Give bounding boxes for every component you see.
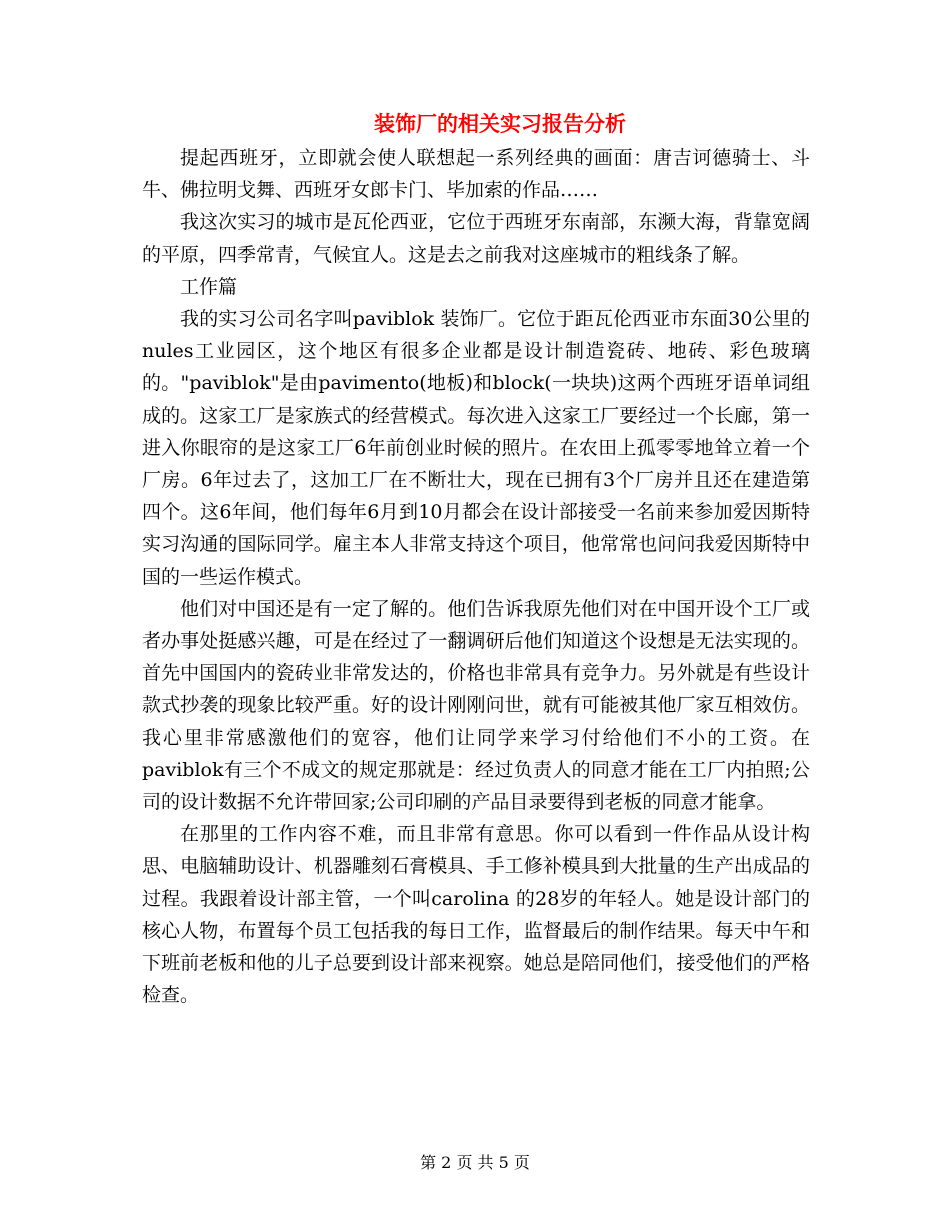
- paragraph-work-content: 在那里的工作内容不难，而且非常有意思。你可以看到一件作品从设计构思、电脑辅助设计、机器雕刻石膏模具、手工修补模具到大批量的生产出成品的过程。我跟着设计部主管，一个叫carolina 的28岁的年轻人。她是设计部门的核心人物，布置每个员工包括我的每日工作，监督最后的制作结果。每天中午和下班前老板和他的儿子总要到设计部来视察。她总是陪同他们，接受他们的严格检查。: [142, 823, 810, 1007]
- paragraph-company: 我的实习公司名字叫paviblok 装饰厂。它位于距瓦伦西亚市东面30公里的nules工业园区，这个地区有很多企业都是设计制造瓷砖、地砖、彩色玻璃的。"paviblok"是由pavimento(地板)和block(一块块)这两个西班牙语单词组成的。这家工厂是家族式的经营模式。每次进入这家工厂要经过一个长廊，第一进入你眼帘的是这家工厂6年前创业时候的照片。在农田上孤零零地耸立着一个厂房。6年过去了，这加工厂在不断壮大，现在已拥有3个厂房并且还在建造第四个。这6年间，他们每年6月到10月都会在设计部接受一名前来参加爱因斯特实习沟通的国际同学。雇主本人非常支持这个项目，他常常也问问我爱因斯特中国的一些运作模式。: [142, 308, 810, 588]
- paragraph-intro: 提起西班牙，立即就会使人联想起一系列经典的画面：唐吉诃德骑士、斗牛、佛拉明戈舞、西班牙女郎卡门、毕加索的作品……: [142, 147, 810, 202]
- paragraph-china: 他们对中国还是有一定了解的。他们告诉我原先他们对在中国开设个工厂或者办事处挺感兴趣，可是在经过了一翻调研后他们知道这个设想是无法实现的。首先中国国内的瓷砖业非常发达的，价格也非常具有竞争力。另外就是有些设计款式抄袭的现象比较严重。好的设计刚刚问世，就有可能被其他厂家互相效仿。我心里非常感激他们的宽容，他们让同学来学习付给他们不小的工资。在paviblok有三个不成文的规定那就是：经过负责人的同意才能在工厂内拍照;公司的设计数据不允许带回家;公司印刷的产品目录要得到老板的同意才能拿。: [142, 597, 810, 814]
- paragraph-city: 我这次实习的城市是瓦伦西亚，它位于西班牙东南部，东濒大海，背靠宽阔的平原，四季常青，气候宜人。这是去之前我对这座城市的粗线条了解。: [142, 211, 810, 266]
- document-body: [142, 142, 810, 1011]
- document-title: 装饰厂的相关实习报告分析: [374, 111, 626, 136]
- page-number: 第 2 页 共 5 页: [420, 1153, 530, 1172]
- section-heading-work: 工作篇: [180, 275, 238, 298]
- page-footer: [0, 1152, 950, 1174]
